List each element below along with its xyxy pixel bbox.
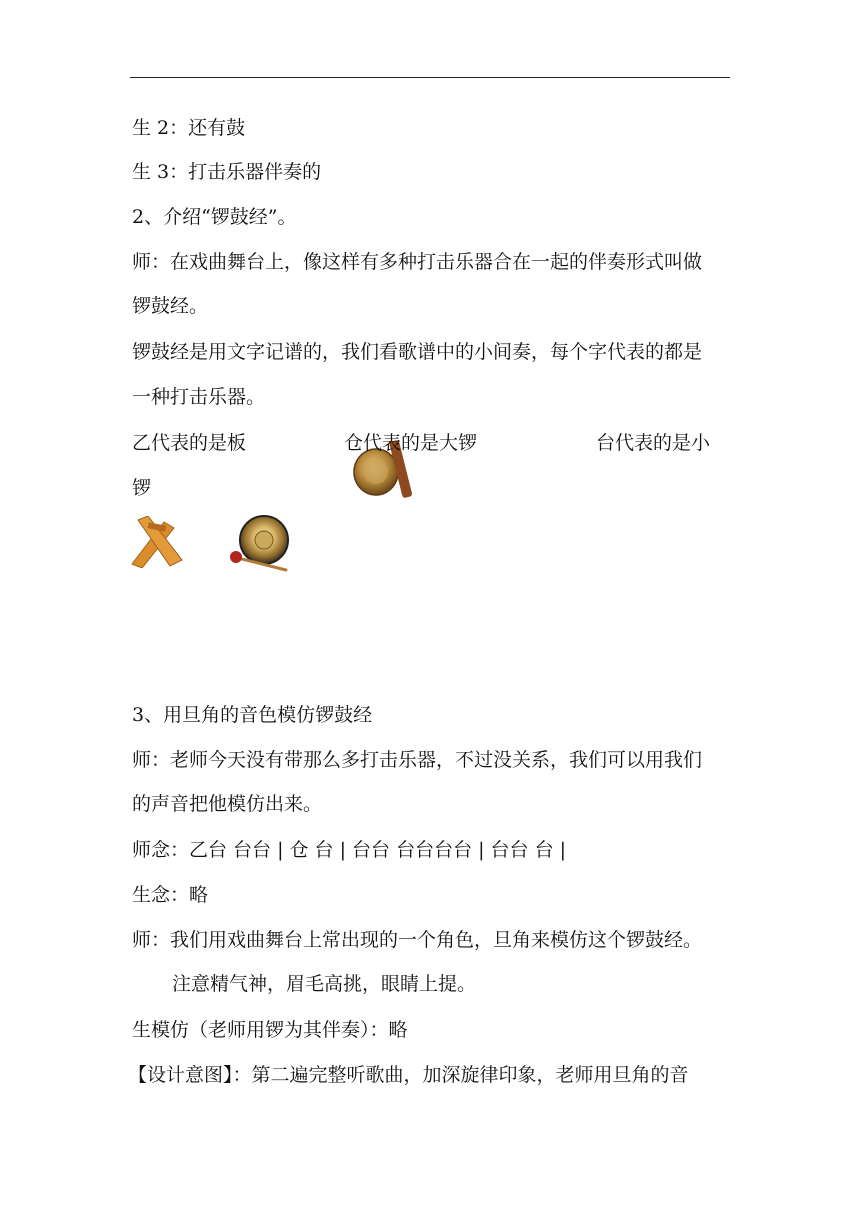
small-gong-image bbox=[224, 514, 300, 578]
text-line: 一种打击乐器。 bbox=[132, 386, 266, 408]
text-line: 生念：略 bbox=[132, 884, 209, 906]
text-line: 锣鼓经。 bbox=[132, 295, 209, 317]
text-line: 2、介绍“锣鼓经”。 bbox=[132, 206, 297, 228]
text-line: 注意精气神，眉毛高挑，眼睛上提。 bbox=[172, 973, 477, 995]
text-line: 生模仿（老师用锣为其伴奏）：略 bbox=[132, 1019, 408, 1041]
design-intent-line: 【设计意图】：第二遍完整听歌曲，加深旋律印象，老师用旦角的音 bbox=[128, 1064, 689, 1086]
text-line: 生 2：还有鼓 bbox=[132, 117, 246, 139]
instrument-label-ban: 乙代表的是板 bbox=[132, 432, 247, 454]
instrument-label-xiaoluo: 台代表的是小 bbox=[596, 432, 711, 454]
text-line: 生 3：打击乐器伴奏的 bbox=[132, 161, 322, 183]
text-line: 师：我们用戏曲舞台上常出现的一个角色，旦角来模仿这个锣鼓经。 bbox=[132, 929, 703, 951]
text-line: 锣鼓经是用文字记谱的，我们看歌谱中的小间奏，每个字代表的都是 bbox=[132, 341, 703, 363]
rhythm-line: 师念：乙台 台台 | 仓 台 | 台台 台台台台 | 台台 台 | bbox=[132, 839, 567, 861]
section-heading: 3、用旦角的音色模仿锣鼓经 bbox=[132, 704, 373, 726]
instrument-label-daluo: 仓代表的是大锣 bbox=[344, 432, 478, 454]
text-line: 锣 bbox=[132, 477, 152, 499]
clapper-image bbox=[124, 516, 186, 568]
header-rule bbox=[130, 77, 730, 78]
text-line: 师：在戏曲舞台上，像这样有多种打击乐器合在一起的伴奏形式叫做 bbox=[132, 251, 703, 273]
text-line: 的声音把他模仿出来。 bbox=[132, 793, 323, 815]
text-line: 师：老师今天没有带那么多打击乐器，不过没关系，我们可以用我们 bbox=[132, 749, 703, 771]
